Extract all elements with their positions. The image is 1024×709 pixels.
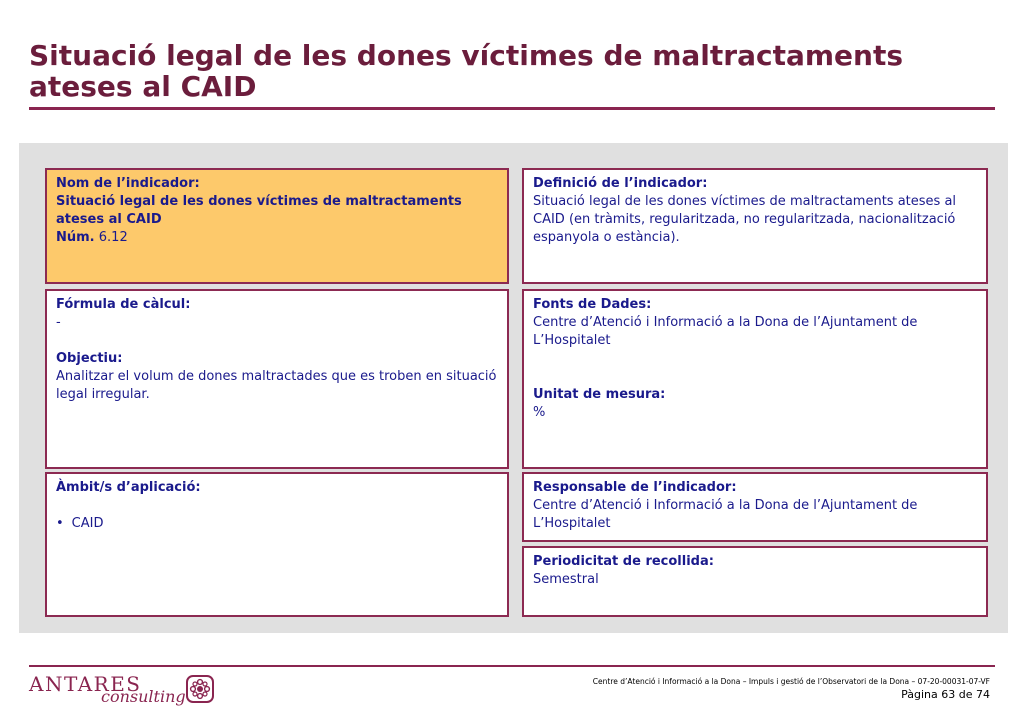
scope-box (45, 472, 509, 617)
indicator-number-value: 6.12 (98, 230, 128, 245)
footer-caption: Centre d’Atenció i Informació a la Dona – Impuls i gestió de l’Observatori de la Dona – 07-20-00031-07-VF (592, 677, 990, 686)
responsible-value: Centre d’Atenció i Informació a la Dona de l’Ajuntament de L’Hospitalet (533, 498, 918, 531)
unit-value: % (533, 405, 546, 420)
indicator-definition-box (522, 168, 988, 284)
definition-label: Definició de l’indicador: (533, 176, 708, 191)
page-number: Pàgina 63 de 74 (901, 688, 990, 701)
formula-label: Fórmula de càlcul: (56, 297, 191, 312)
responsible-label: Responsable de l’indicador: (533, 480, 737, 495)
bullet-icon: • (56, 516, 64, 531)
logo-subtitle: consulting (101, 687, 186, 706)
scope-label: Àmbit/s d’aplicació: (56, 480, 201, 495)
periodicity-box (522, 546, 988, 617)
title-divider (29, 107, 995, 110)
antares-logo (29, 670, 229, 708)
objective-label: Objectiu: (56, 351, 123, 366)
logo-wordmark: ANTARES (29, 672, 142, 696)
periodicity-label: Periodicitat de recollida: (533, 554, 714, 569)
data-sources-label: Fonts de Dades: (533, 297, 652, 312)
formula-value: - (56, 315, 61, 330)
data-sources-value: Centre d’Atenció i Informació a la Dona de l’Ajuntament de L’Hospitalet (533, 315, 918, 348)
indicator-name-value: Situació legal de les dones víctimes de maltractaments ateses al CAID (56, 194, 462, 227)
indicator-name-box (45, 168, 509, 284)
definition-value: Situació legal de les dones víctimes de maltractaments ateses al CAID (en tràmits, regularitzada, no regularitzada, nacionalització espanyola o estància). (533, 194, 957, 245)
indicator-name-label: Nom de l’indicador: (56, 176, 200, 191)
data-sources-box (522, 289, 988, 469)
logo-flower-icon (185, 674, 215, 704)
indicator-number (56, 229, 498, 247)
responsible-box (522, 472, 988, 542)
objective-value: Analitzar el volum de dones maltractades que es troben en situació legal irregular. (56, 369, 497, 402)
periodicity-value: Semestral (533, 572, 599, 587)
scope-item-text: CAID (71, 516, 104, 531)
unit-label: Unitat de mesura: (533, 387, 666, 402)
formula-box (45, 289, 509, 469)
page-title: Situació legal de les dones víctimes de maltractaments ateses al CAID (29, 39, 904, 103)
indicator-number-label: Núm. (56, 230, 95, 245)
scope-list-item (56, 515, 498, 533)
footer-divider (29, 665, 995, 667)
